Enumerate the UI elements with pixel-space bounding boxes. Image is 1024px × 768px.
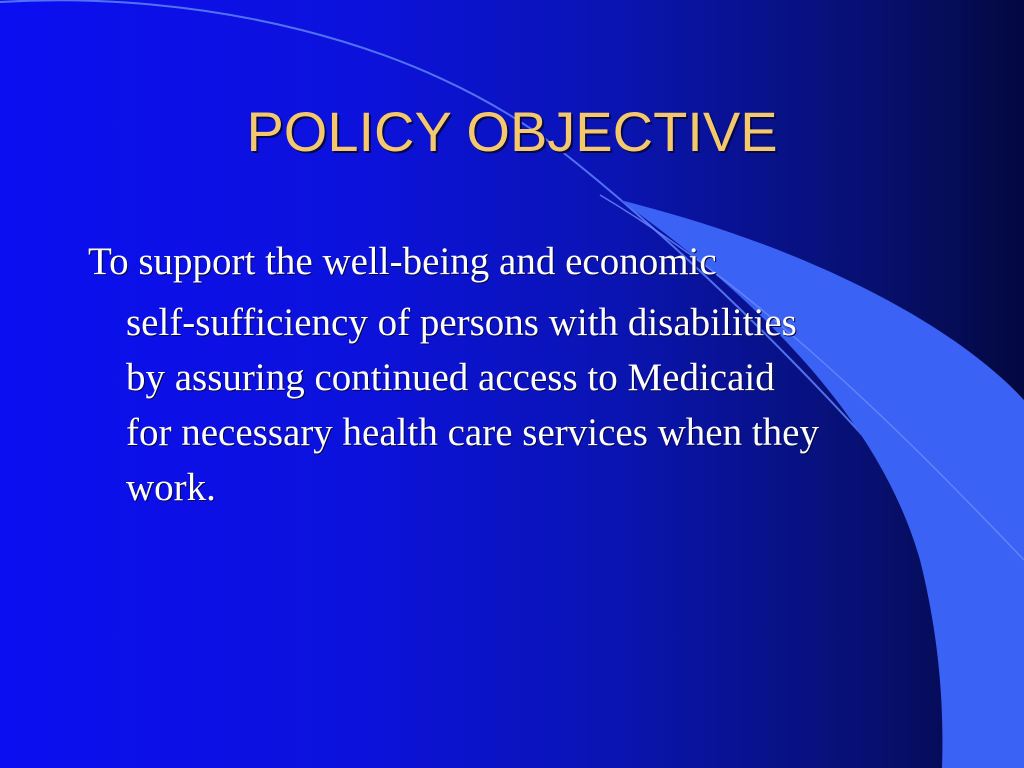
body-line-2: self-sufficiency of persons with disabilities [126, 301, 797, 344]
body-line-4: for necessary health care services when they [126, 411, 819, 454]
body-line-1: To support the well-being and economic [88, 240, 717, 283]
body-line-3: by assuring continued access to Medicaid [126, 356, 775, 399]
policy-objective-text [88, 234, 948, 515]
body-line-5: work. [126, 466, 216, 509]
slide-title: POLICY OBJECTIVE [246, 100, 778, 163]
